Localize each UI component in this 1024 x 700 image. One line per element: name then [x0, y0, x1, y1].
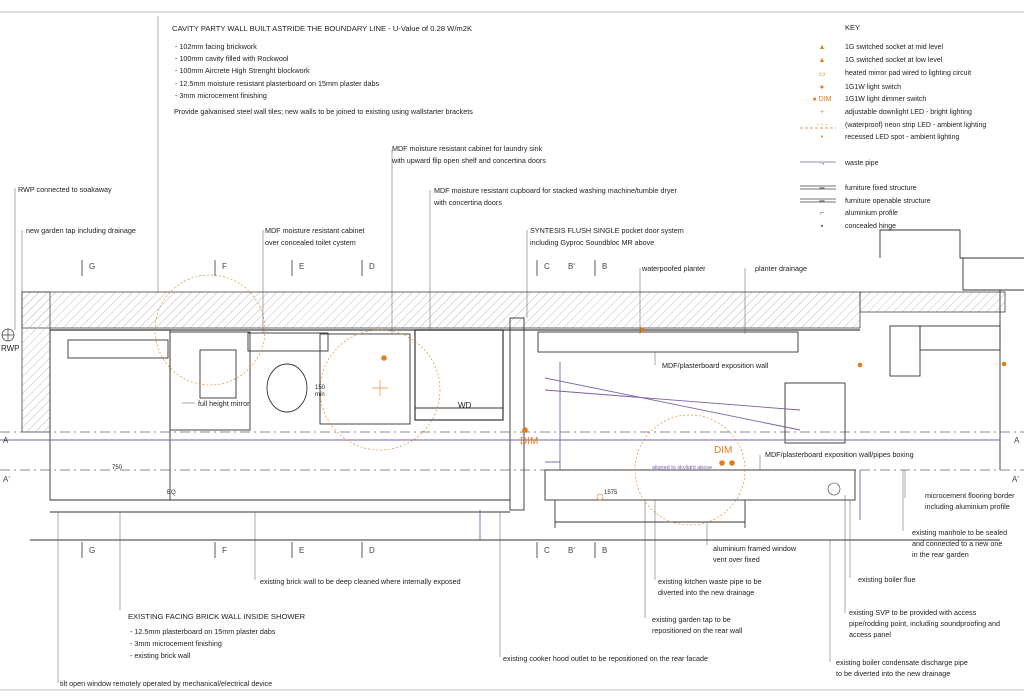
- key-item-label: 1G switched socket at mid level: [845, 44, 944, 51]
- shower-wall-spec: - 12.5mm plasterboard on 15mm plaster dabs: [130, 627, 276, 636]
- key-symbol-icon: ●: [819, 84, 825, 91]
- party-wall-spec: - 12.5mm moisture resistant plasterboard on 15mm plaster dabs: [175, 78, 380, 88]
- dim-min: min: [315, 392, 325, 398]
- dim-1575: 1575: [604, 490, 618, 496]
- cupboard-washing-note: MDF moisture resistant cupboard for stacked washing machine/tumble dryer with concertina doors: [434, 186, 677, 207]
- manhole-note: existing manhole to be sealed and connected to a new one in the rear garden: [912, 528, 1008, 559]
- section-label-a-prime-right: A': [1012, 475, 1019, 484]
- section-label-a-left: A: [3, 436, 9, 445]
- grid-label-e-top: E: [299, 262, 305, 271]
- grid-label-b-top: B: [602, 262, 608, 271]
- dim-150: 150: [315, 385, 326, 391]
- condensate-note: existing boiler condensate discharge pipe to be diverted into the new drainage: [836, 658, 968, 678]
- key-symbol-icon: +: [819, 109, 825, 116]
- wd-label: WD: [458, 401, 472, 410]
- key-item-label: furniture openable structure: [845, 198, 931, 205]
- exposition-wall-note: MDF/plasterboard exposition wall: [662, 361, 769, 370]
- key-symbol-icon: ● DIM: [812, 96, 832, 103]
- grid-label-c-bottom: C: [544, 546, 550, 555]
- key-title: KEY: [845, 23, 861, 32]
- waterproofed-planter-note: waterpoofed planter: [642, 264, 706, 273]
- aluminium-window-note: aluminium framed window vent over fixed: [713, 544, 797, 564]
- dim-750: 750: [112, 465, 123, 471]
- grid-label-f-bottom: F: [222, 546, 227, 555]
- pocket-door-note: SYNTESIS FLUSH SINGLE pocket door system including Gyproc Soundbloc MR above: [530, 226, 684, 247]
- grid-label-b-bottom: B: [602, 546, 608, 555]
- key-item-label: furniture fixed structure: [845, 185, 917, 192]
- dim-label-1: DIM: [520, 436, 539, 447]
- eq-mark: EQ: [167, 490, 176, 496]
- exposition-boxing-note: MDF/plasterboard exposition wall/pipes boxing: [765, 450, 914, 459]
- key-symbol-icon: ▲: [818, 57, 826, 64]
- key-symbol-icon: ▪: [820, 223, 824, 230]
- brick-wall-clean-note: existing brick wall to be deep cleaned where internally exposed: [260, 577, 461, 586]
- key-item-label: (waterproof) neon strip LED - ambient lighting: [845, 122, 987, 129]
- key-item-label: 1G1W light switch: [845, 84, 902, 91]
- shower-wall-spec: - existing brick wall: [130, 651, 191, 661]
- wall-tiles-note: Provide galvanised steel wall tiles; new walls to be joined to existing using wallstarter brackets: [174, 107, 473, 116]
- cabinet-laundry-note: MDF moisture resistant cabinet for laundry sink with upward flip open shelf and concertina doors: [392, 144, 546, 165]
- garden-tap-note: new garden tap including drainage: [26, 226, 136, 235]
- section-markers: [2, 329, 14, 341]
- planter-drainage-note: planter drainage: [755, 264, 807, 273]
- key-item-label: recessed LED spot - ambient lighting: [845, 134, 960, 141]
- room-layout: [30, 318, 1000, 540]
- party-wall-spec: - 3mm microcement finishing: [175, 90, 267, 100]
- grid-label-d-bottom: D: [369, 546, 375, 555]
- party-wall-specs: [175, 41, 379, 102]
- tilt-window-note: tilt open window remotely operated by mechanical/electrical device: [60, 679, 273, 688]
- key-symbol-icon: ▲: [818, 44, 826, 51]
- garden-tap-reposition-note: existing garden tap to be repositioned on the rear wall: [652, 615, 743, 635]
- section-label-a-prime-left: A': [3, 475, 10, 484]
- party-wall-title: CAVITY PARTY WALL BUILT ASTRIDE THE BOUNDARY LINE - U-Value of 0.28 W/m2K: [172, 24, 473, 33]
- svp-note: existing SVP to be provided with access pipe/rodding point, including soundproofing and access panel: [849, 608, 1001, 639]
- party-wall-spec: - 100mm Aircrete High Strenght blockwork: [175, 66, 310, 76]
- boiler-flue-note: existing boiler flue: [858, 575, 916, 584]
- key-symbol-icon: ═: [819, 198, 825, 205]
- party-wall-spec: - 100mm cavity filled with Rockwool: [175, 54, 289, 64]
- key-item-label: adjustable downlight LED - bright lighting: [845, 109, 972, 116]
- party-wall: [22, 292, 1005, 432]
- key-symbol-icon: ▭: [818, 71, 826, 78]
- party-wall-spec: - 102mm facing brickwork: [175, 42, 257, 51]
- shower-wall-spec: - 3mm microcement finishing: [130, 639, 222, 649]
- grid-label-e-bottom: E: [299, 546, 305, 555]
- rwp-note: RWP connected to soakaway: [18, 185, 112, 194]
- aligned-skylight: aligned to skylight above: [652, 465, 713, 471]
- full-height-mirror-note: full height mirror: [198, 399, 250, 408]
- grid-label-g-top: G: [89, 262, 96, 271]
- cabinet-toilet-note: MDF moisture resistant cabinet over concealed toilet cystem: [265, 226, 365, 247]
- grid-label-b-prime-top: B': [568, 262, 575, 271]
- dim-label-2: DIM: [714, 445, 733, 456]
- grid-label-f-top: F: [222, 262, 227, 271]
- section-label-a-right: A: [1014, 436, 1020, 445]
- key-symbol-icon: ⌐: [819, 210, 825, 217]
- grid-label-d-top: D: [369, 262, 375, 271]
- key-item-label: aluminium profile: [845, 210, 898, 217]
- rwp-label: RWP: [1, 344, 20, 353]
- key-symbol-icon: •: [820, 134, 824, 141]
- kitchen-waste-note: existing kitchen waste pipe to be diverted into the new drainage: [658, 577, 762, 597]
- key-symbol-icon: ═: [819, 185, 825, 192]
- key-symbol-icon: - - -: [816, 122, 828, 129]
- key-item-label: heated mirror pad wired to lighting circuit: [845, 70, 972, 77]
- key-item-label: 1G switched socket at low level: [845, 57, 943, 64]
- shower-wall-specs: [130, 626, 275, 663]
- key-item-label: 1G1W light dimmer switch: [845, 96, 927, 103]
- grid-label-g-bottom: G: [89, 546, 96, 555]
- microcement-border-note: microcement flooring border including aluminium profile: [925, 491, 1015, 511]
- grid-label-c-top: C: [544, 262, 550, 271]
- grid-label-b-prime-bottom: B': [568, 546, 575, 555]
- key-symbol-icon: →: [818, 160, 826, 167]
- cooker-hood-note: existing cooker hood outlet to be repositioned on the rear facade: [503, 654, 708, 663]
- key-item-label: concealed hinge: [845, 223, 896, 230]
- key-item-label: waste pipe: [845, 160, 879, 167]
- shower-wall-title: EXISTING FACING BRICK WALL INSIDE SHOWER: [128, 612, 306, 621]
